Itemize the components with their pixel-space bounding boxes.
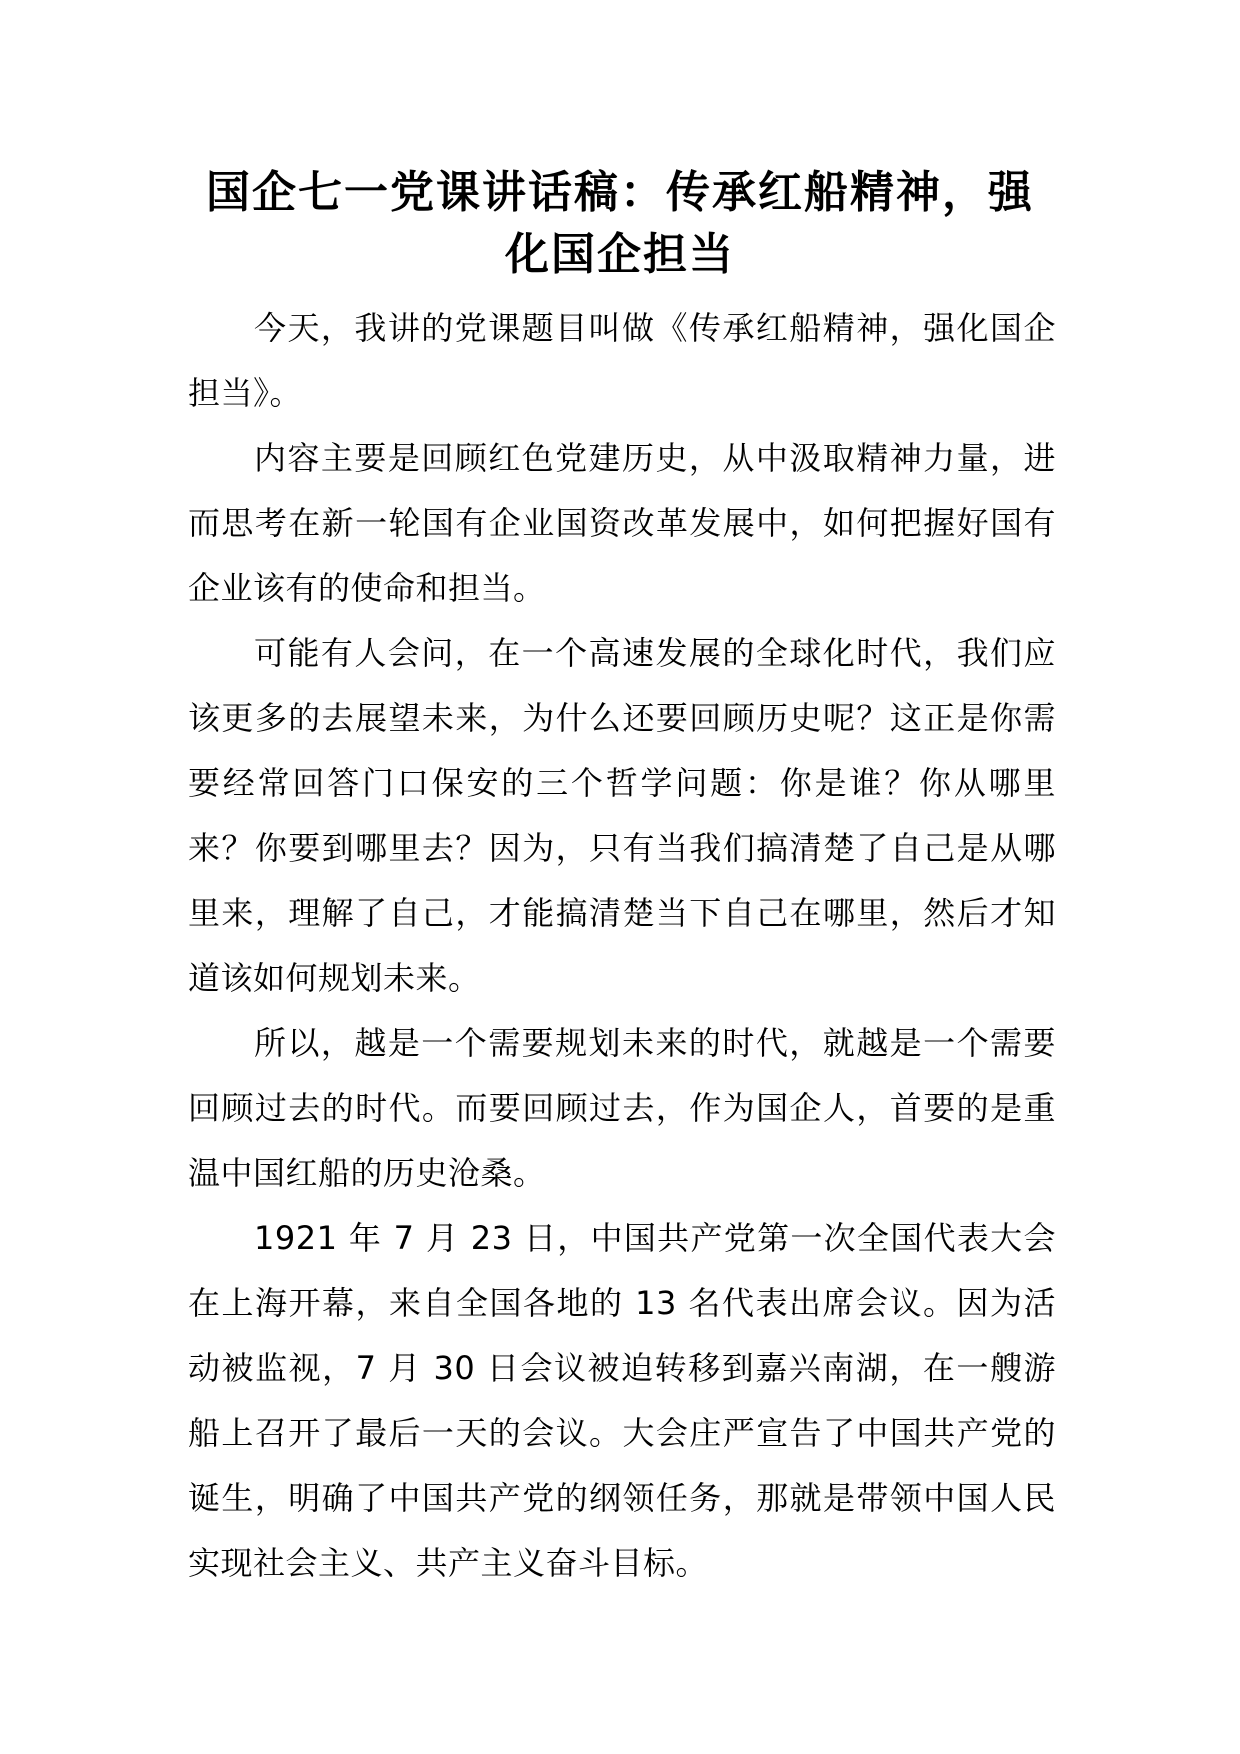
paragraph-party-founding: 1921 年 7 月 23 日，中国共产党第一次全国代表大会在上海开幕，来自全国各地的 13 名代表出席会议。因为活动被监视，7 月 30 日会议被迫转移到嘉兴南湖，在一艘游船上召开了最后一天的会议。大会庄严宣告了中国共产党的诞生，明确了中国共产党的纲领任务，那就是带领中国人民实现社会主义、共产主义奋斗目标。 <box>188 1219 1056 1582</box>
document-title: 国企七一党课讲话稿：传承红船精神，强化国企担当 <box>206 167 1034 280</box>
paragraph-review-past: 所以，越是一个需要规划未来的时代，就越是一个需要回顾过去的时代。而要回顾过去，作为国企人，首要的是重温中国红船的历史沧桑。 <box>188 1024 1056 1192</box>
document-body <box>188 296 1056 1596</box>
paragraph-intro: 今天，我讲的党课题目叫做《传承红船精神，强化国企担当》。 <box>188 309 1056 412</box>
paragraph-why-history: 可能有人会问，在一个高速发展的全球化时代，我们应该更多的去展望未来，为什么还要回顾历史呢？这正是你需要经常回答门口保安的三个哲学问题：你是谁？你从哪里来？你要到哪里去？因为，只有当我们搞清楚了自己是从哪里来，理解了自己，才能搞清楚当下自己在哪里，然后才知道该如何规划未来。 <box>188 634 1056 997</box>
paragraph-content-summary: 内容主要是回顾红色党建历史，从中汲取精神力量，进而思考在新一轮国有企业国资改革发展中，如何把握好国有企业该有的使命和担当。 <box>188 439 1056 607</box>
